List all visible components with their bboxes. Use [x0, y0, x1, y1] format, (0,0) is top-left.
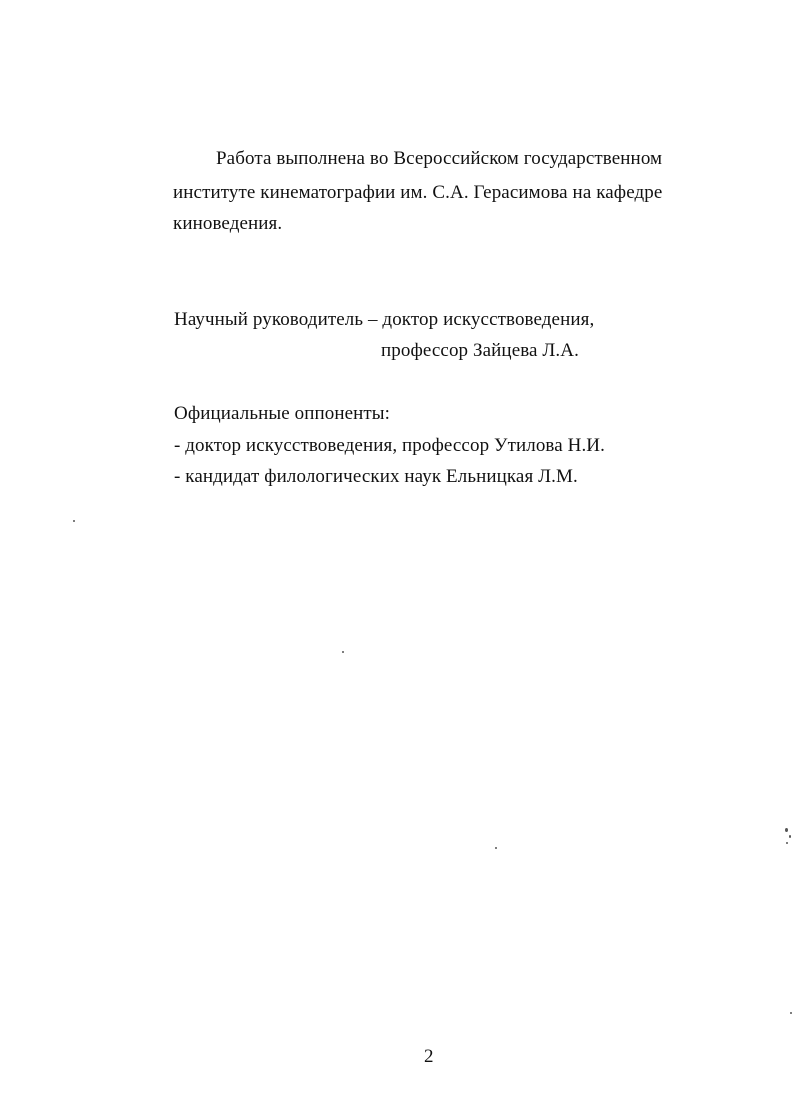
- intro-line-2: институте кинематографии им. С.А. Герасимова на кафедре: [173, 182, 663, 203]
- supervisor-line-1: Научный руководитель – доктор искусствоведения,: [174, 309, 595, 330]
- supervisor-line-2: профессор Зайцева Л.А.: [381, 340, 579, 361]
- scan-speck: [342, 651, 344, 653]
- scan-speck: [495, 847, 497, 849]
- opponent-item-1: - доктор искусствоведения, профессор Утилова Н.И.: [174, 435, 605, 456]
- opponent-item-2: - кандидат филологических наук Ельницкая Л.М.: [174, 466, 578, 487]
- scan-speck: [786, 842, 788, 844]
- scan-speck: [790, 1012, 792, 1014]
- scan-speck: [73, 520, 75, 522]
- intro-line-3: киноведения.: [173, 213, 283, 234]
- page-number: 2: [424, 1046, 434, 1067]
- scan-speck: [785, 828, 788, 832]
- intro-line-1: Работа выполнена во Всероссийском государственном: [216, 148, 663, 169]
- scan-speck: [789, 835, 791, 838]
- opponents-heading: Официальные оппоненты:: [174, 403, 391, 424]
